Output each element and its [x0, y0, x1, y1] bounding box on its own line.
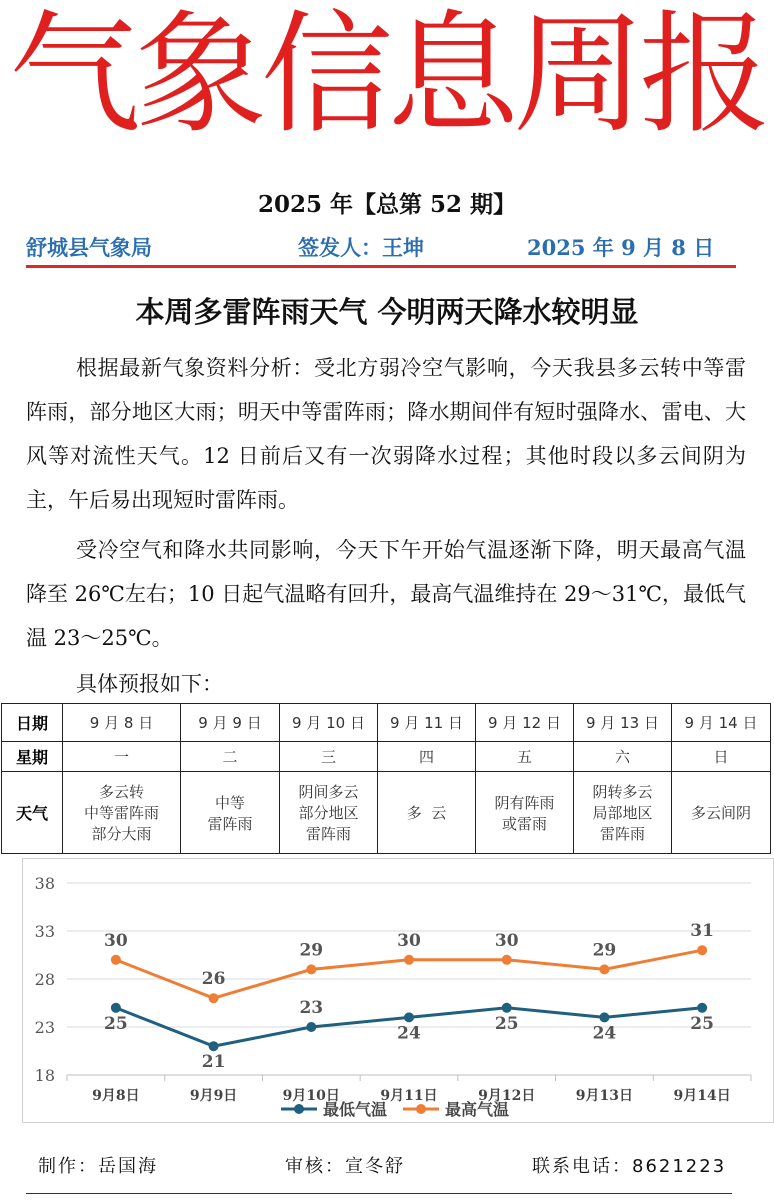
data-label: 21	[201, 1052, 226, 1073]
issue-number: 2025 年【总第 52 期】	[257, 191, 517, 218]
footer-maker: 制作：岳国海	[38, 1156, 158, 1177]
data-point	[404, 955, 414, 965]
weather-line: 阴转多云	[592, 783, 653, 801]
y-tick-label: 38	[34, 874, 55, 893]
headline: 本周多雷阵雨天气 今明两天降水较明显	[135, 295, 639, 329]
data-point	[697, 945, 707, 955]
data-point	[502, 955, 512, 965]
date-cell: 9 月 14 日	[672, 704, 771, 742]
weather-cell	[181, 772, 280, 854]
weekday-row	[2, 742, 771, 772]
weather-line: 中等雷阵雨	[83, 804, 159, 822]
row-label-date: 日期	[2, 704, 63, 742]
weather-line: 雷阵雨	[207, 814, 253, 833]
data-point	[404, 1012, 414, 1022]
masthead-title: 气象信息周报	[9, 0, 765, 152]
signer: 签发人：王坤	[298, 235, 424, 260]
data-point	[697, 1003, 707, 1013]
weather-cell	[378, 772, 476, 854]
weather-line: 多 云	[406, 804, 447, 822]
temperature-chart-svg	[23, 859, 773, 1122]
data-point	[599, 1012, 609, 1022]
weather-line: 部分地区	[298, 804, 359, 822]
y-tick-label: 18	[34, 1066, 55, 1085]
weekday-cell: 五	[476, 742, 574, 772]
date-cell: 9 月 10 日	[280, 704, 378, 742]
data-point	[111, 955, 121, 965]
y-tick-label: 23	[34, 1018, 55, 1037]
data-label: 24	[397, 1023, 421, 1044]
paragraph-2: 受冷空气和降水共同影响，今天下午开始气温逐渐下降，明天最高气温降至 26℃左右；10 日起气温略有回升，最高气温维持在 29～31℃，最低气温 23～25℃。	[26, 538, 746, 650]
red-divider	[26, 265, 736, 268]
weather-line: 多云间阴	[690, 804, 751, 822]
legend-marker	[294, 1104, 304, 1114]
date-cell: 9 月 12 日	[476, 704, 574, 742]
weather-line: 多云转	[98, 783, 144, 801]
weather-line: 雷阵雨	[305, 825, 351, 843]
weather-line: 阴间多云	[298, 783, 359, 801]
weather-cell	[672, 772, 771, 854]
data-label: 29	[592, 940, 617, 961]
data-label: 29	[299, 940, 324, 961]
data-label: 24	[592, 1023, 617, 1044]
weekday-cell: 六	[574, 742, 672, 772]
legend-label: 最高气温	[445, 1100, 510, 1119]
date-cell: 9 月 13 日	[574, 704, 672, 742]
x-tick-label: 9月8日	[92, 1088, 140, 1104]
date-cell: 9 月 8 日	[63, 704, 181, 742]
weekday-cell: 四	[378, 742, 476, 772]
weather-line: 部分大雨	[91, 825, 152, 843]
data-point	[599, 964, 609, 974]
paragraph-3: 具体预报如下：	[76, 672, 223, 696]
data-point	[209, 993, 219, 1003]
weekday-cell: 二	[181, 742, 280, 772]
weather-line: 局部地区	[592, 804, 653, 822]
weather-cell	[476, 772, 574, 854]
temperature-chart	[22, 858, 774, 1123]
weekday-cell: 日	[672, 742, 771, 772]
weather-line: 雷阵雨	[599, 825, 645, 843]
data-label: 25	[494, 1013, 519, 1034]
x-tick-label: 9月10日	[282, 1088, 340, 1104]
weather-line: 阴有阵雨	[494, 793, 555, 812]
y-tick-label: 28	[34, 970, 55, 989]
weather-cell	[280, 772, 378, 854]
weekday-cell: 三	[280, 742, 378, 772]
agency-name: 舒城县气象局	[26, 235, 152, 260]
data-point	[502, 1003, 512, 1013]
data-label: 25	[690, 1013, 714, 1034]
weekday-cell: 一	[63, 742, 181, 772]
data-label: 25	[104, 1013, 128, 1034]
data-point	[306, 964, 316, 974]
data-label: 31	[690, 921, 714, 942]
bottom-divider	[26, 1193, 732, 1194]
x-tick-label: 9月9日	[189, 1088, 238, 1104]
footer-reviewer: 审核：宣冬舒	[285, 1156, 405, 1177]
row-label-weather: 天气	[2, 772, 63, 854]
y-tick-label: 33	[34, 922, 55, 941]
weather-line: 中等	[214, 793, 245, 812]
date-cell: 9 月 11 日	[378, 704, 476, 742]
weather-line: 或雷雨	[501, 814, 547, 833]
paragraph-1: 根据最新气象资料分析：受北方弱冷空气影响，今天我县多云转中等雷阵雨，部分地区大雨；明天中等雷阵雨；降水期间伴有短时强降水、雷电、大风等对流性天气。12 日前后又有一次弱降水过程；其他时段以多云间阴为主，午后易出现短时雷阵雨。	[26, 356, 746, 512]
forecast-table	[1, 703, 771, 854]
weather-cell	[574, 772, 672, 854]
x-tick-label: 9月14日	[673, 1088, 731, 1104]
x-tick-label: 9月12日	[478, 1088, 536, 1104]
row-label-weekday: 星期	[2, 742, 63, 772]
data-point	[209, 1041, 219, 1051]
date-row	[2, 704, 771, 742]
data-label: 26	[201, 969, 226, 990]
issue-date: 2025 年 9 月 8 日	[527, 235, 715, 260]
data-point	[111, 1003, 121, 1013]
weather-row	[2, 772, 771, 854]
weather-cell	[63, 772, 181, 854]
data-label: 23	[299, 998, 324, 1018]
x-tick-label: 9月13日	[575, 1088, 634, 1104]
data-label: 30	[397, 930, 421, 951]
data-label: 30	[494, 930, 519, 951]
data-point	[306, 1022, 316, 1032]
x-tick-label: 9月11日	[380, 1088, 438, 1104]
data-label: 30	[104, 930, 128, 951]
legend-marker	[416, 1104, 426, 1114]
legend-label: 最低气温	[323, 1100, 388, 1119]
footer-phone: 联系电话：8621223	[532, 1156, 727, 1177]
date-cell: 9 月 9 日	[181, 704, 280, 742]
